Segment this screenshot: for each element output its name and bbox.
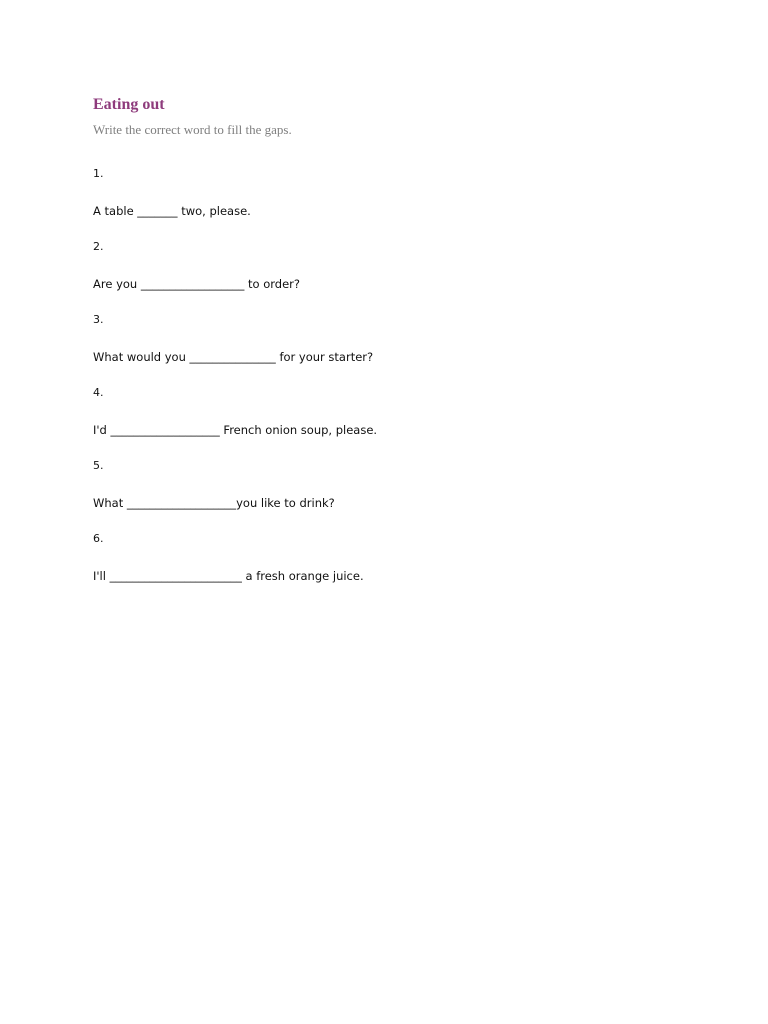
question-sentence: What ___________________you like to drink? [93,496,335,510]
question-sentence: A table _______ two, please. [93,204,251,218]
question-sentence: I'll _______________________ a fresh orange juice. [93,569,364,583]
instructions-text: Write the correct word to fill the gaps. [93,122,292,137]
question-number: 2. [93,240,104,253]
question-item-4 [93,384,713,439]
question-number: 6. [93,532,104,545]
question-number: 1. [93,167,104,180]
question-item-5 [93,457,713,512]
question-item-6 [93,530,713,585]
page-title: Eating out [93,96,165,113]
question-sentence: Are you __________________ to order? [93,277,300,291]
question-item-1 [93,165,713,220]
question-sentence: What would you _______________ for your starter? [93,350,374,364]
question-item-3 [93,311,713,366]
question-number: 3. [93,313,104,326]
question-number: 4. [93,386,104,399]
question-list [93,165,713,585]
question-item-2 [93,238,713,293]
question-number: 5. [93,459,104,472]
question-sentence: I'd ___________________ French onion soup, please. [93,423,378,437]
worksheet-page [93,93,713,585]
